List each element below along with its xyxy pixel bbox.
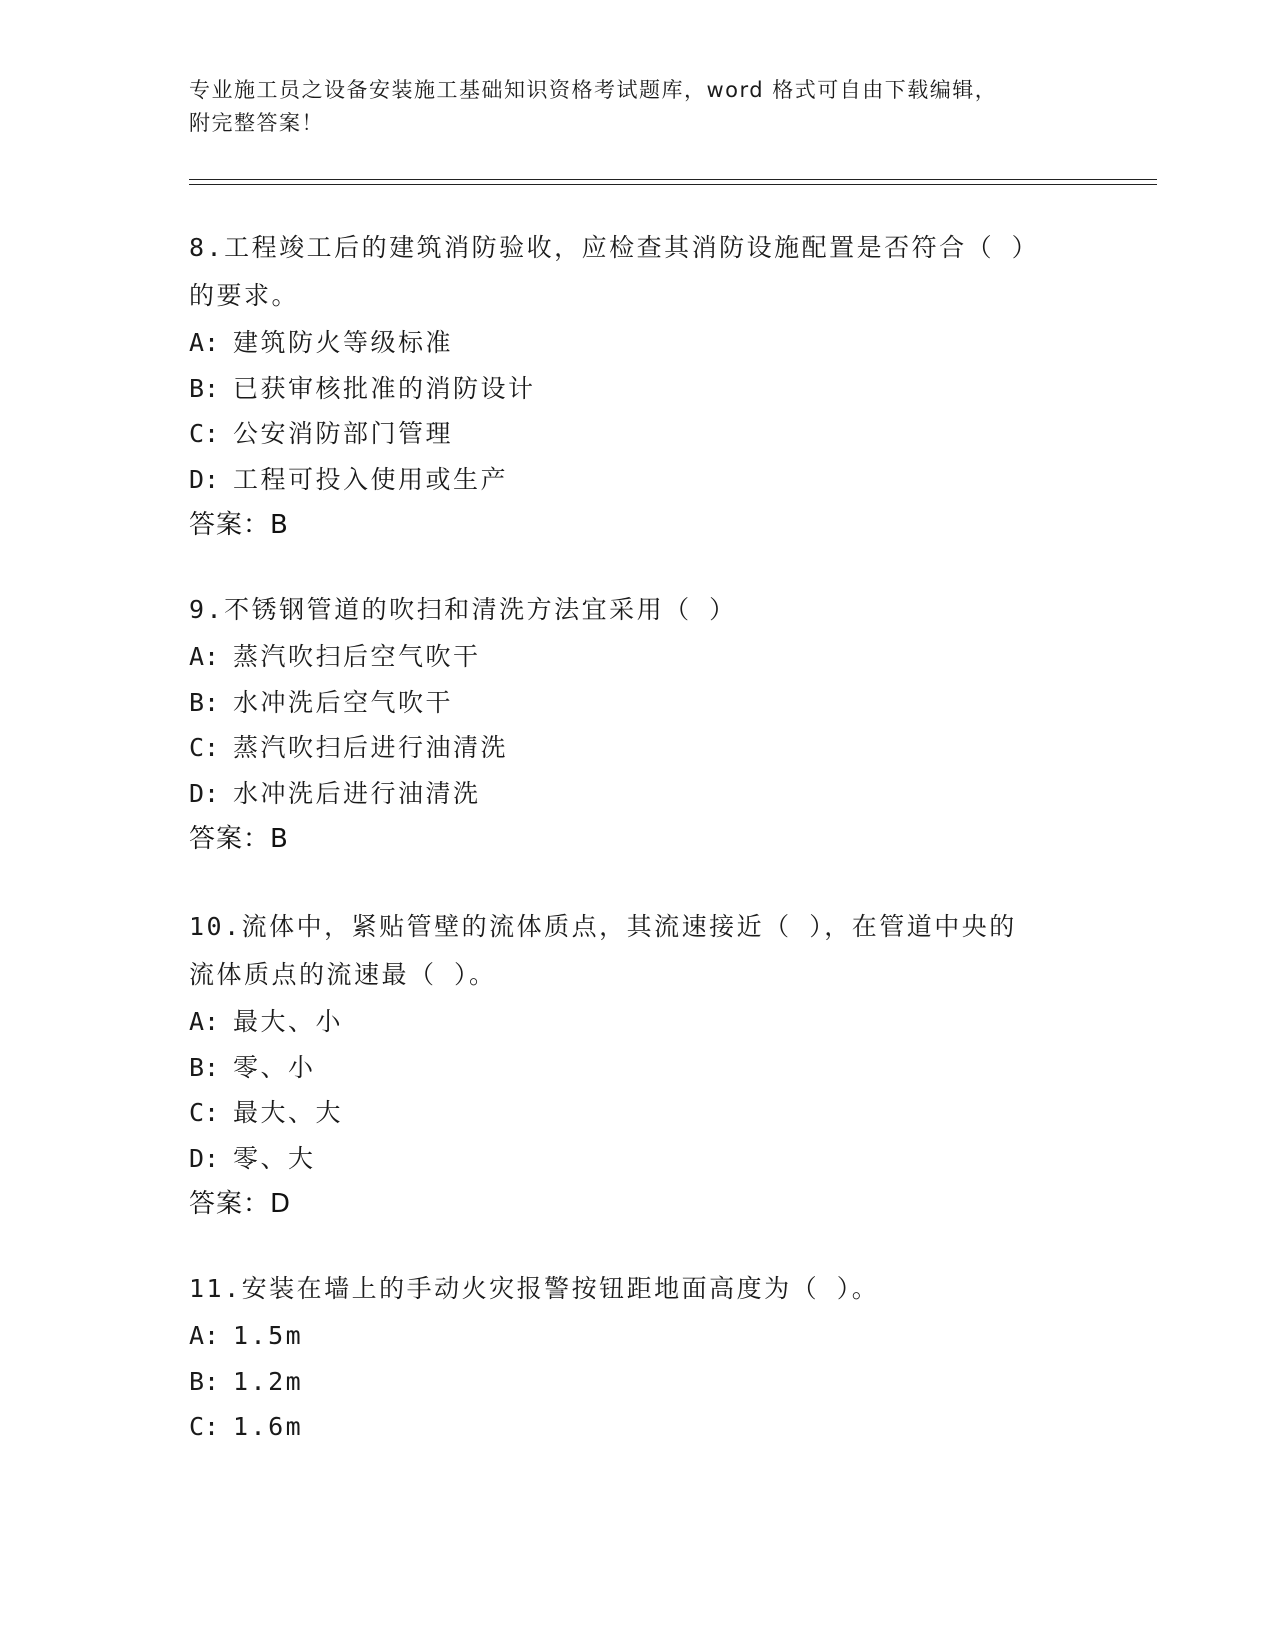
- option-key: C:: [189, 1098, 220, 1127]
- option-a: [189, 634, 1089, 680]
- header-divider-top: [189, 179, 1157, 180]
- answer-line: 答案：B: [189, 824, 289, 854]
- question-9: [189, 586, 1089, 862]
- option-key: B:: [189, 687, 220, 717]
- answer-line: 答案：B: [189, 510, 289, 540]
- document-header: [189, 74, 1089, 140]
- option-b: [189, 1359, 1089, 1405]
- option-text: 蒸汽吹扫后空气吹干: [233, 642, 481, 671]
- option-text: 零、大: [233, 1143, 316, 1173]
- option-c: [189, 1090, 1089, 1136]
- option-c: [189, 411, 1089, 457]
- option-text: 1.6m: [233, 1412, 304, 1441]
- option-text: 建筑防火等级标准: [233, 328, 454, 357]
- option-text: 最大、小: [233, 1007, 344, 1036]
- question-stem-line-1: 8.工程竣工后的建筑消防验收，应检查其消防设施配置是否符合（ ）: [189, 233, 1040, 262]
- option-key: A:: [189, 328, 220, 357]
- question-stem-line-1: 11.安装在墙上的手动火灾报警按钮距地面高度为（ ）。: [189, 1274, 880, 1303]
- option-key: C:: [189, 419, 220, 448]
- option-text: 零、小: [233, 1052, 316, 1082]
- option-key: A:: [189, 1007, 220, 1036]
- option-b: [189, 1045, 1089, 1091]
- option-text: 最大、大: [233, 1098, 344, 1127]
- option-a: [189, 999, 1089, 1045]
- option-text: 蒸汽吹扫后进行油清洗: [233, 733, 509, 762]
- question-11: [189, 1265, 1089, 1450]
- question-stem-line-1: 10.流体中，紧贴管壁的流体质点，其流速接近（ ），在管道中央的: [189, 912, 1017, 941]
- question-stem-line-1: 9.不锈钢管道的吹扫和清洗方法宜采用（ ）: [189, 595, 737, 624]
- question-stem-line-2: 流体质点的流速最（ ）。: [189, 960, 497, 989]
- option-text: 1.5m: [233, 1321, 304, 1350]
- option-a: [189, 320, 1089, 366]
- option-text: 工程可投入使用或生产: [233, 464, 509, 494]
- header-line-1: 专业施工员之设备安装施工基础知识资格考试题库，word 格式可自由下载编辑，: [189, 78, 998, 102]
- option-d: [189, 1136, 1089, 1182]
- option-text: 水冲洗后空气吹干: [233, 687, 454, 717]
- header-line-2: 附完整答案！: [189, 111, 324, 135]
- option-key: A:: [189, 642, 220, 671]
- option-b: [189, 366, 1089, 412]
- option-c: [189, 1404, 1089, 1450]
- option-d: [189, 771, 1089, 817]
- option-c: [189, 725, 1089, 771]
- question-8: [189, 224, 1089, 548]
- option-text: 已获审核批准的消防设计: [233, 373, 536, 403]
- option-d: [189, 457, 1089, 503]
- option-text: 公安消防部门管理: [233, 419, 454, 448]
- option-key: C:: [189, 1412, 220, 1441]
- option-key: B:: [189, 1366, 220, 1396]
- option-key: D:: [189, 778, 220, 808]
- option-key: D:: [189, 1143, 220, 1173]
- answer-line: 答案：D: [189, 1189, 292, 1219]
- option-text: 水冲洗后进行油清洗: [233, 778, 481, 808]
- header-divider-bottom: [189, 184, 1157, 185]
- option-text: 1.2m: [233, 1366, 304, 1396]
- option-a: [189, 1313, 1089, 1359]
- option-key: B:: [189, 373, 220, 403]
- option-key: D:: [189, 464, 220, 494]
- question-stem-line-2: 的要求。: [189, 281, 300, 310]
- option-key: A:: [189, 1321, 220, 1350]
- question-10: [189, 903, 1089, 1227]
- option-key: B:: [189, 1052, 220, 1082]
- option-key: C:: [189, 733, 220, 762]
- option-b: [189, 680, 1089, 726]
